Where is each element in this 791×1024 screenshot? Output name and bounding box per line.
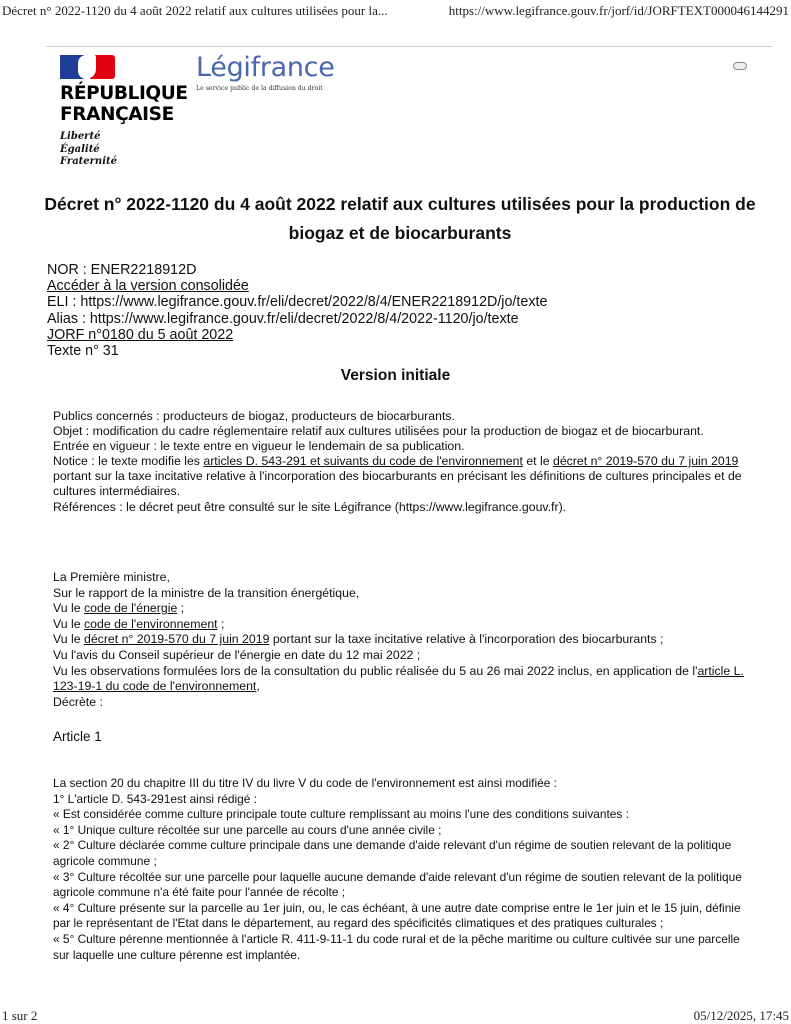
article-line: La section 20 du chapitre III du titre IV du livre V du code de l'environnement est ainsi modifiée : [53, 776, 557, 790]
visa-avis: Vu l'avis du Conseil supérieur de l'énergie en date du 12 mai 2022 ; [53, 647, 421, 662]
print-header [0, 0, 791, 22]
visa-observations: Vu les observations formulées lors de la consultation du public réalisée du 5 au 26 mai 2022 inclus, en application de l'article L. 123-19-1 du code de l'environnement, [53, 663, 744, 694]
code-environnement-link[interactable]: code de l'environnement [84, 616, 218, 631]
visa-decret: Vu le décret n° 2019-570 du 7 juin 2019 portant sur la taxe incitative relative à l'incorporation des biocarburants ; [53, 632, 664, 647]
document-title: Décret n° 2022-1120 du 4 août 2022 relatif aux cultures utilisées pour la production de biogaz et de biocarburants [44, 194, 756, 243]
legifrance-logo[interactable] [196, 52, 335, 92]
notice-entree: Entrée en vigueur : le texte entre en vigueur le lendemain de sa publication. [53, 439, 465, 454]
article-line: « Est considérée comme culture principale toute culture remplissant au moins l'une des conditions suivantes : [53, 807, 629, 822]
visa-decrete: Décrète : [53, 694, 103, 709]
code-energie-link[interactable]: code de l'énergie [84, 601, 178, 616]
alias-reference: Alias : https://www.legifrance.gouv.fr/eli/decret/2022/8/4/2022-1120/jo/texte [47, 310, 519, 327]
visa-rapport: Sur le rapport de la ministre de la transition énergétique, [53, 585, 360, 600]
article-line: « 2° Culture déclarée comme culture principale dans une demande d'aide relevant d'un régime de soutien relevant de la politique agricole commune ; [53, 838, 732, 868]
marianne-flag-icon [60, 55, 115, 79]
document-metadata [47, 262, 547, 359]
articles-d543-291-link[interactable]: articles D. 543-291 et suivants du code de l'environnement [203, 454, 523, 469]
republique-motto: Liberté Égalité Fraternité [60, 131, 117, 167]
visa-code-environnement: Vu le code de l'environnement ; [53, 616, 225, 631]
visa-block [53, 570, 753, 710]
notice-text: Notice : le texte modifie les articles D. 543-291 et suivants du code de l'environnement et le décret n° 2019-570 du 7 juin 2019 portant sur la taxe incitative relative à l'incorporation des biocarburants en précisant les définitions de cultures principales et de cultures intermédiaires. [53, 454, 742, 499]
republique-name: RÉPUBLIQUE FRANÇAISE [60, 83, 188, 125]
consolidated-version-link[interactable]: Accéder à la version consolidée [47, 278, 249, 295]
header-divider [46, 46, 772, 47]
print-datetime: 05/12/2025, 17:45 [693, 1008, 789, 1023]
jorf-link[interactable]: JORF n°0180 du 5 août 2022 [47, 326, 234, 343]
decret-2019-570-visa-link[interactable]: décret n° 2019-570 du 7 juin 2019 [84, 632, 270, 647]
article-line: 1° L'article D. 543-291est ainsi rédigé : [53, 791, 257, 806]
article-line: « 5° Culture pérenne mentionnée à l'article R. 411-9-11-1 du code rural et de la pêche maritime ou culture cultivée sur une parcelle sur laquelle une culture pérenne est implantée. [53, 931, 740, 962]
notice-publics: Publics concernés : producteurs de biogaz, producteurs de biocarburants. [53, 409, 455, 423]
notice-objet: Objet : modification du cadre réglementaire relatif aux cultures utilisées pour la production de biogaz et de biocarburant. [53, 424, 704, 439]
print-page-title: Décret n° 2022-1120 du 4 août 2022 relatif aux cultures utilisées pour la... [2, 3, 388, 18]
legifrance-name: Légifrance [196, 52, 335, 83]
legifrance-tagline: Le service public de la diffusion du droit [196, 85, 323, 92]
visa-code-energie: Vu le code de l'énergie ; [53, 601, 185, 616]
republique-francaise-logo [60, 55, 188, 169]
print-page-url: https://www.legifrance.gouv.fr/jorf/id/JORFTEXT000046144291 [448, 3, 789, 18]
notice-references: Références : le décret peut être consulté sur le site Légifrance (https://www.legifrance.gouv.fr). [53, 499, 567, 514]
notice-block [53, 409, 753, 515]
eli-reference: ELI : https://www.legifrance.gouv.fr/eli/decret/2022/8/4/ENER2218912D/jo/texte [47, 294, 548, 311]
article-line: « 3° Culture récoltée sur une parcelle pour laquelle aucune demande d'aide relevant d'un régime de soutien relevant de la politique agricole commune n'a été faite pour l'année de récolte ; [53, 869, 742, 900]
article-line: « 4° Culture présente sur la parcelle au 1er juin, ou, le cas échéant, à une autre date comprise entre le 1er juin et le 15 juin, définie par le représentant de l'Etat dans le département, au regard des spécificités climatiques et des pratiques culturales ; [53, 900, 741, 931]
visa-minister: La Première ministre, [53, 570, 170, 584]
article-1-heading: Article 1 [53, 729, 102, 744]
texte-number: Texte n° 31 [47, 343, 119, 360]
version-heading: Version initiale [340, 367, 451, 384]
page-number: 1 sur 2 [2, 1008, 38, 1023]
nor-reference: NOR : ENER2218912D [47, 262, 197, 278]
article-1-body [53, 776, 753, 963]
article-line: « 1° Unique culture récoltée sur une parcelle au cours d'une année civile ; [53, 822, 442, 837]
decret-2019-570-link[interactable]: décret n° 2019-570 du 7 juin 2019 [552, 454, 739, 469]
menu-toggle-icon[interactable] [733, 62, 747, 70]
article-l123-19-1-link[interactable]: article L. 123-19-1 du code de l'environnement [53, 663, 744, 694]
